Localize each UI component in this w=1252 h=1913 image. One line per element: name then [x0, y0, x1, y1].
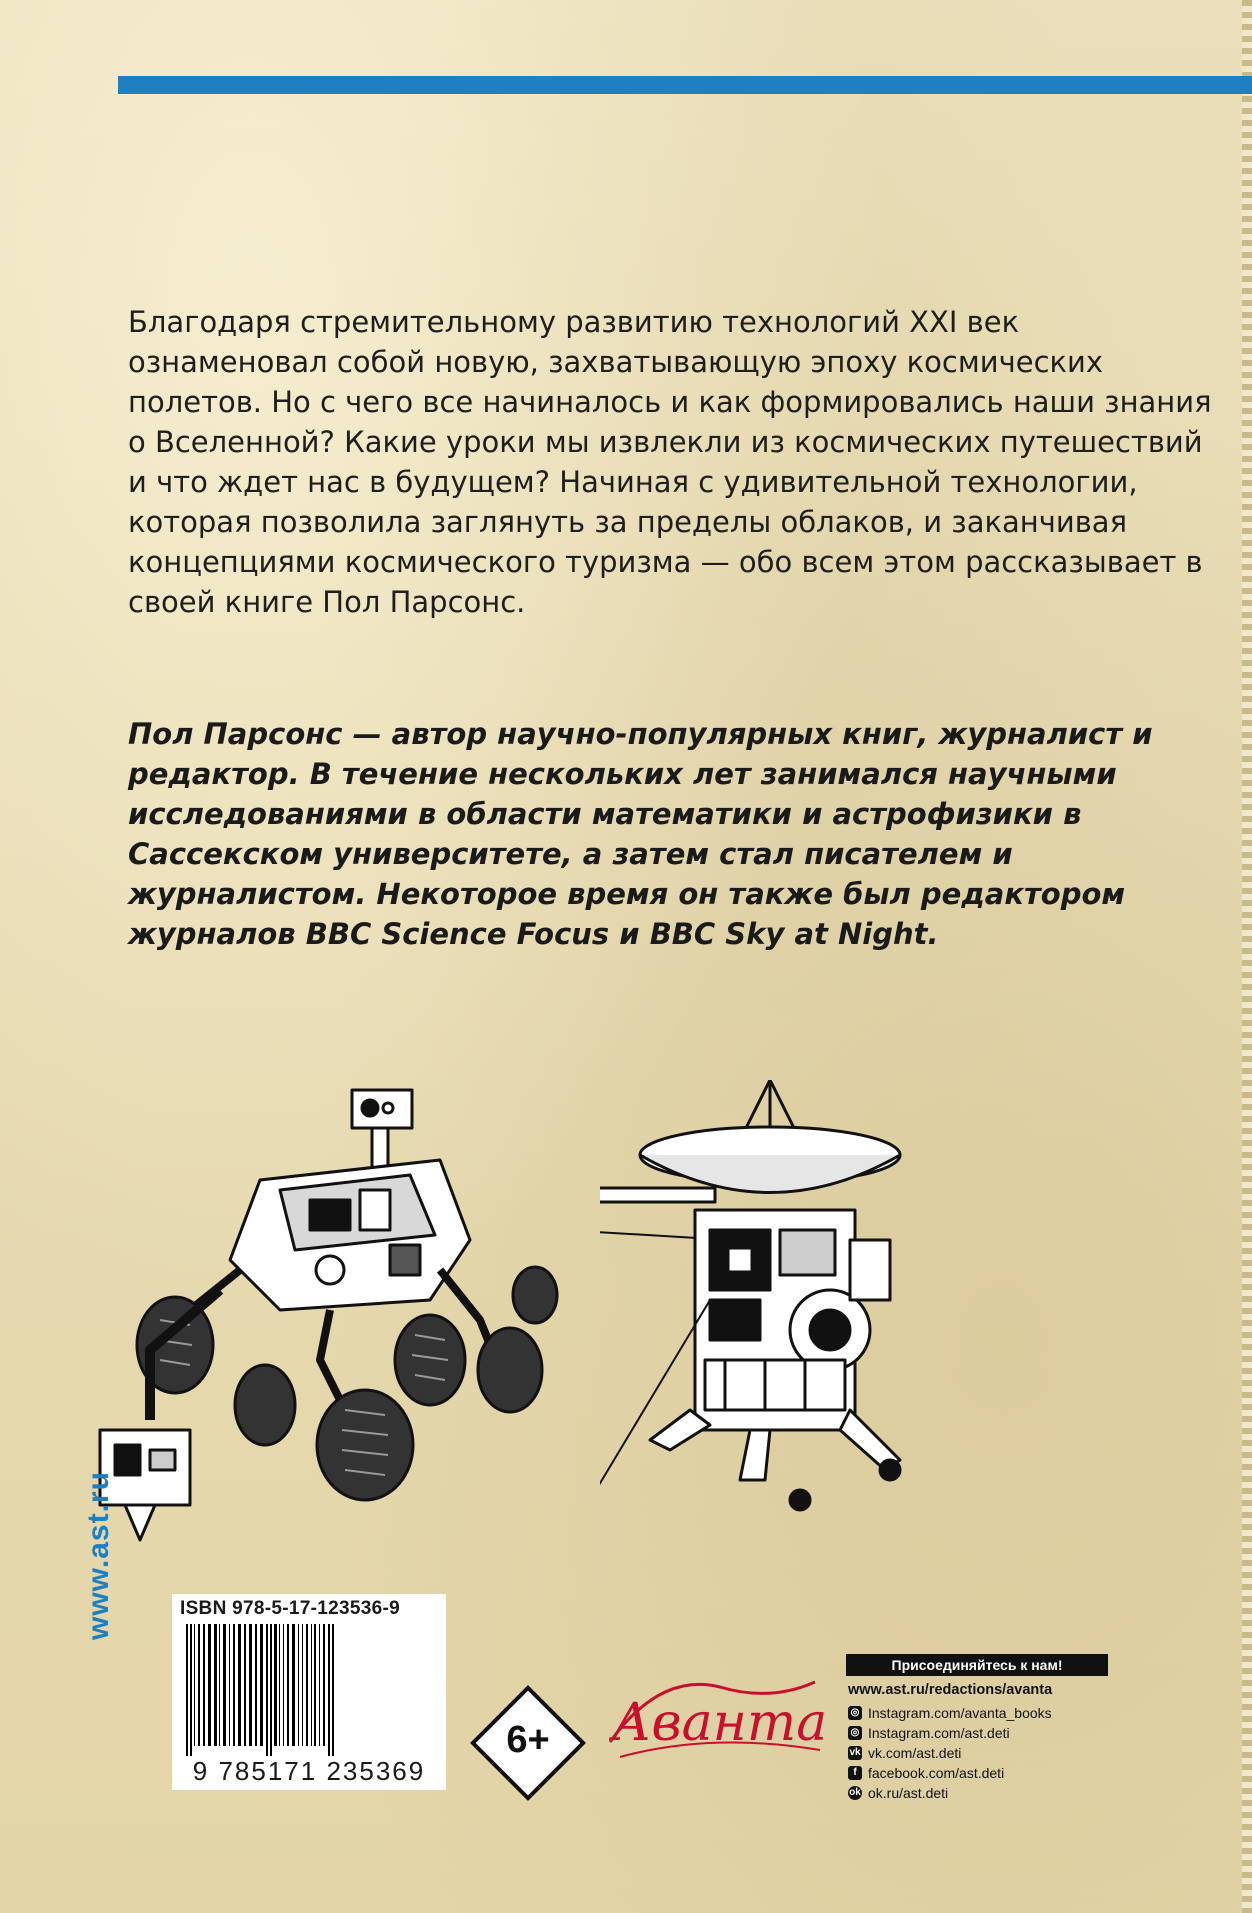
barcode-bar [255, 1624, 257, 1746]
barcode-bar [306, 1624, 308, 1746]
barcode-bar [198, 1624, 200, 1746]
barcode-bar [314, 1624, 316, 1746]
barcode-bar [223, 1624, 226, 1746]
barcode-bar [319, 1624, 320, 1746]
social-link-text: facebook.com/ast.deti [868, 1765, 1005, 1781]
barcode-bar [219, 1624, 220, 1746]
barcode-bar [238, 1624, 241, 1746]
barcode-bar [194, 1624, 195, 1746]
facebook-icon: f [848, 1766, 862, 1780]
isbn-label: ISBN 978-5-17-123536-9 [180, 1598, 400, 1619]
redaction-url[interactable]: www.ast.ru/redactions/avanta [848, 1682, 1053, 1698]
barcode-bar [279, 1624, 280, 1746]
barcode-bar [270, 1624, 272, 1756]
barcode-bar [260, 1624, 263, 1746]
instagram-icon: ◎ [848, 1726, 862, 1740]
book-blurb: Благодаря стремительному развитию технологий XXI век ознаменовал собой новую, захватывающую эпоху космических полетов. Но с чего все начиналось и как формировались наши знания о Вселенной? Какие уроки мы извлекли из космических путешествий и что ждет нас в будущем? Начиная с удивительной технологии, которая позволила заглянуть за пределы облаков, и заканчивая концепциями космического туризма — обо всем этом рассказывает в своей книге Пол Парсонс. [128, 305, 1212, 619]
barcode-bar [214, 1624, 217, 1746]
barcode-bar [186, 1624, 188, 1756]
barcode-bar [292, 1624, 295, 1746]
social-link-text: Instagram.com/avanta_books [868, 1705, 1052, 1721]
barcode-bar [298, 1624, 299, 1746]
instagram-icon: ◎ [848, 1706, 862, 1720]
barcode-bar [233, 1624, 235, 1746]
social-link-text: Instagram.com/ast.deti [868, 1725, 1010, 1741]
vk-icon: vk [849, 1747, 861, 1758]
barcode-bars [180, 1624, 438, 1756]
barcode-bar [244, 1624, 246, 1746]
age-rating-label: 6+ [506, 1719, 550, 1761]
social-link-vk[interactable] [848, 1744, 1108, 1762]
barcode-bar [266, 1624, 268, 1756]
barcode [172, 1594, 446, 1790]
barcode-bar [249, 1624, 252, 1746]
barcode-bar [229, 1624, 230, 1746]
social-link-odnoklassniki[interactable] [848, 1784, 1108, 1802]
social-link-facebook[interactable] [848, 1764, 1108, 1782]
barcode-bar [302, 1624, 303, 1746]
social-link-text: vk.com/ast.deti [868, 1745, 962, 1761]
barcode-bar [328, 1624, 330, 1756]
social-link-instagram-avanta[interactable] [848, 1704, 1108, 1722]
barcode-bar [287, 1624, 289, 1746]
page-edge [1242, 0, 1252, 1913]
social-link-text: ok.ru/ast.deti [868, 1785, 949, 1801]
publisher-name: Аванта [612, 1693, 828, 1753]
odnoklassniki-icon: ok [849, 1787, 861, 1798]
barcode-digits: 9 785171 235369 [192, 1756, 426, 1786]
mars-rover-illustration [80, 1070, 580, 1560]
barcode-bar [203, 1624, 205, 1746]
author-bio: Пол Парсонс — автор научно-популярных книг, журналист и редактор. В течение нескольких лет занимался научными исследованиями в области математики и астрофизики в Сассекском университете, а затем стал писателем и журналистом. Некоторое время он также был редактором журналов BBC Science Focus и BBC Sky at Night. [128, 717, 1153, 951]
barcode-bar [283, 1624, 284, 1746]
barcode-bar [274, 1624, 277, 1746]
social-link-instagram-astdeti[interactable] [848, 1724, 1108, 1742]
barcode-bar [208, 1624, 211, 1746]
top-accent-bar [118, 76, 1252, 94]
publisher-website: www.ast.ru [82, 1471, 115, 1640]
barcode-bar [311, 1624, 312, 1746]
space-probe-illustration [600, 1080, 1070, 1530]
barcode-bar [323, 1624, 325, 1746]
barcode-bar [332, 1624, 334, 1756]
social-links-panel [846, 1654, 1108, 1804]
barcode-bar [190, 1624, 192, 1756]
social-header: Присоединяйтесь к нам! [846, 1654, 1108, 1676]
